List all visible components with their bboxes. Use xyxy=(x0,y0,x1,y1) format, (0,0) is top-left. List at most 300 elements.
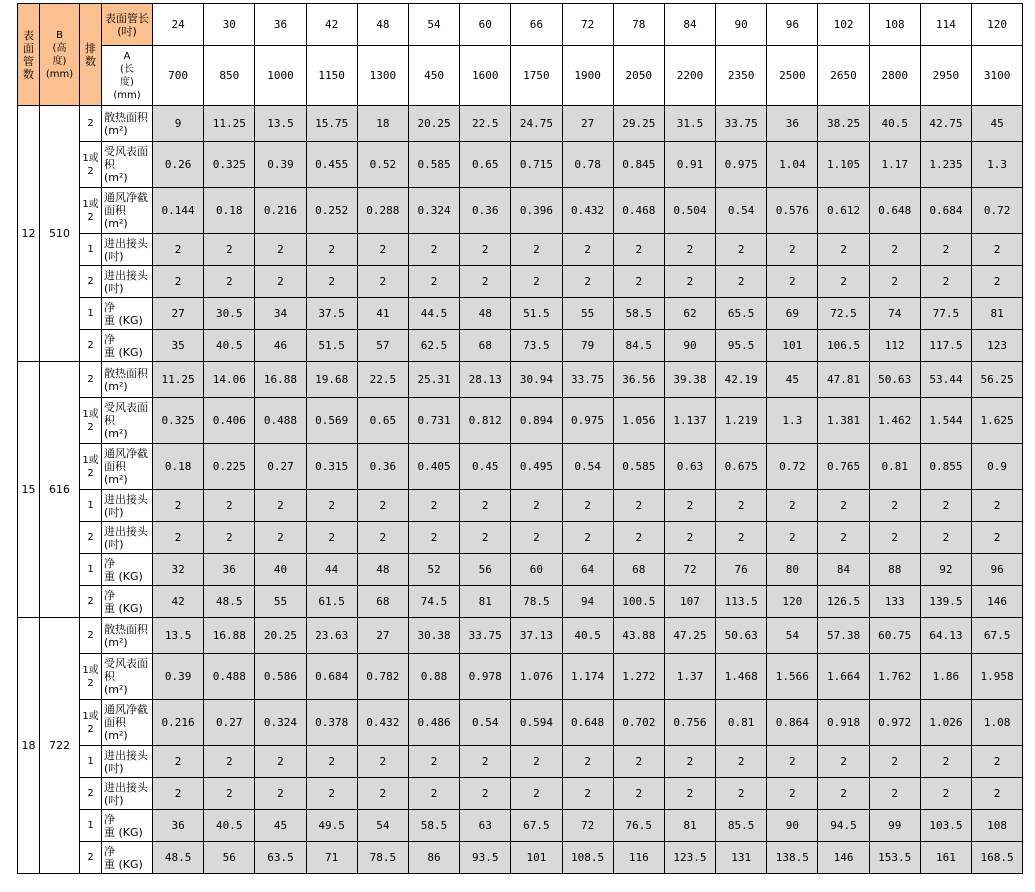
value-cell: 168.5 xyxy=(972,842,1023,874)
value-cell: 45 xyxy=(972,106,1023,142)
value-cell: 2 xyxy=(460,522,511,554)
value-cell: 77.5 xyxy=(920,298,971,330)
row-count: 1 xyxy=(80,298,102,330)
value-cell: 14.06 xyxy=(204,362,255,398)
value-cell: 146 xyxy=(818,842,869,874)
value-cell: 2 xyxy=(204,234,255,266)
value-cell: 0.216 xyxy=(255,188,306,234)
row-count: 1 xyxy=(80,554,102,586)
value-cell: 2 xyxy=(408,746,459,778)
table-row xyxy=(18,330,1023,362)
size-header: 24 xyxy=(153,4,204,46)
value-cell: 64.13 xyxy=(920,618,971,654)
value-cell: 0.88 xyxy=(408,654,459,700)
param-name: 散热面积 xyxy=(104,622,148,636)
value-cell: 2 xyxy=(920,266,971,298)
value-cell: 0.486 xyxy=(408,700,459,746)
value-cell: 2 xyxy=(153,234,204,266)
value-cell: 0.975 xyxy=(562,398,613,444)
value-cell: 2 xyxy=(613,522,664,554)
value-cell: 2 xyxy=(255,266,306,298)
length-header: 3100 xyxy=(972,46,1023,106)
value-cell: 2 xyxy=(357,522,408,554)
value-cell: 0.378 xyxy=(306,700,357,746)
value-cell: 116 xyxy=(613,842,664,874)
value-cell: 0.855 xyxy=(920,444,971,490)
value-cell: 2 xyxy=(204,490,255,522)
value-cell: 2 xyxy=(767,234,818,266)
param-unit: 重 (KG) xyxy=(104,825,143,839)
param-label xyxy=(102,618,153,654)
value-cell: 47.81 xyxy=(818,362,869,398)
value-cell: 56 xyxy=(460,554,511,586)
value-cell: 2 xyxy=(460,778,511,810)
value-cell: 2 xyxy=(664,778,715,810)
value-cell: 126.5 xyxy=(818,586,869,618)
value-cell: 2 xyxy=(255,522,306,554)
value-cell: 2 xyxy=(716,746,767,778)
value-cell: 123 xyxy=(972,330,1023,362)
param-unit: 重 (KG) xyxy=(104,345,143,359)
param-name: 散热面积 xyxy=(104,110,148,124)
value-cell: 35 xyxy=(153,330,204,362)
header-height: B (高 度) (mm) xyxy=(40,4,80,106)
value-cell: 2 xyxy=(357,234,408,266)
value-cell: 2 xyxy=(204,778,255,810)
value-cell: 2 xyxy=(460,746,511,778)
value-cell: 2 xyxy=(306,234,357,266)
value-cell: 2 xyxy=(972,490,1023,522)
value-cell: 92 xyxy=(920,554,971,586)
value-cell: 19.68 xyxy=(306,362,357,398)
value-cell: 0.715 xyxy=(511,142,562,188)
value-cell: 40.5 xyxy=(562,618,613,654)
param-name: 受风表面积 xyxy=(104,401,148,427)
value-cell: 0.594 xyxy=(511,700,562,746)
value-cell: 2 xyxy=(511,234,562,266)
value-cell: 13.5 xyxy=(153,618,204,654)
param-name: 进出接头 xyxy=(104,492,148,506)
value-cell: 65.5 xyxy=(716,298,767,330)
value-cell: 2 xyxy=(357,746,408,778)
value-cell: 133 xyxy=(869,586,920,618)
value-cell: 24.75 xyxy=(511,106,562,142)
value-cell: 27 xyxy=(562,106,613,142)
value-cell: 0.36 xyxy=(357,444,408,490)
value-cell: 76.5 xyxy=(613,810,664,842)
param-label xyxy=(102,842,153,874)
group-pipes: 15 xyxy=(18,362,40,618)
value-cell: 0.78 xyxy=(562,142,613,188)
value-cell: 1.056 xyxy=(613,398,664,444)
value-cell: 2 xyxy=(306,778,357,810)
size-header: 54 xyxy=(408,4,459,46)
value-cell: 48.5 xyxy=(153,842,204,874)
value-cell: 62.5 xyxy=(408,330,459,362)
value-cell: 2 xyxy=(869,266,920,298)
value-cell: 20.25 xyxy=(255,618,306,654)
value-cell: 0.812 xyxy=(460,398,511,444)
length-header: 1600 xyxy=(460,46,511,106)
value-cell: 56 xyxy=(204,842,255,874)
table-row xyxy=(18,746,1023,778)
value-cell: 120 xyxy=(767,586,818,618)
value-cell: 51.5 xyxy=(511,298,562,330)
value-cell: 2 xyxy=(460,234,511,266)
row-count: 1 xyxy=(80,234,102,266)
size-header: 30 xyxy=(204,4,255,46)
value-cell: 0.144 xyxy=(153,188,204,234)
value-cell: 0.612 xyxy=(818,188,869,234)
value-cell: 1.17 xyxy=(869,142,920,188)
value-cell: 106.5 xyxy=(818,330,869,362)
value-cell: 41 xyxy=(357,298,408,330)
row-count: 2 xyxy=(80,586,102,618)
value-cell: 1.272 xyxy=(613,654,664,700)
size-header: 60 xyxy=(460,4,511,46)
value-cell: 2 xyxy=(511,490,562,522)
value-cell: 45 xyxy=(767,362,818,398)
value-cell: 0.756 xyxy=(664,700,715,746)
value-cell: 81 xyxy=(664,810,715,842)
row-count: 1 xyxy=(80,746,102,778)
value-cell: 2 xyxy=(306,266,357,298)
value-cell: 2 xyxy=(613,778,664,810)
value-cell: 2 xyxy=(818,522,869,554)
value-cell: 1.381 xyxy=(818,398,869,444)
value-cell: 0.9 xyxy=(972,444,1023,490)
value-cell: 0.54 xyxy=(562,444,613,490)
value-cell: 36.56 xyxy=(613,362,664,398)
value-cell: 2 xyxy=(767,522,818,554)
value-cell: 1.664 xyxy=(818,654,869,700)
value-cell: 40.5 xyxy=(869,106,920,142)
value-cell: 84 xyxy=(818,554,869,586)
value-cell: 56.25 xyxy=(972,362,1023,398)
size-header: 36 xyxy=(255,4,306,46)
table-row xyxy=(18,188,1023,234)
spec-table xyxy=(17,3,1023,874)
length-header: 1750 xyxy=(511,46,562,106)
value-cell: 2 xyxy=(562,266,613,298)
value-cell: 139.5 xyxy=(920,586,971,618)
value-cell: 1.468 xyxy=(716,654,767,700)
value-cell: 0.432 xyxy=(357,700,408,746)
value-cell: 103.5 xyxy=(920,810,971,842)
param-name: 通风净截面积 xyxy=(104,191,148,217)
value-cell: 34 xyxy=(255,298,306,330)
group-pipes: 12 xyxy=(18,106,40,362)
param-unit: (吋) xyxy=(104,281,124,295)
value-cell: 1.625 xyxy=(972,398,1023,444)
value-cell: 2 xyxy=(613,490,664,522)
value-cell: 108 xyxy=(972,810,1023,842)
value-cell: 2 xyxy=(408,490,459,522)
value-cell: 0.648 xyxy=(869,188,920,234)
param-unit: (m²) xyxy=(104,379,128,393)
value-cell: 2 xyxy=(204,746,255,778)
value-cell: 96 xyxy=(972,554,1023,586)
size-header: 48 xyxy=(357,4,408,46)
param-unit: (吋) xyxy=(104,505,124,519)
value-cell: 85.5 xyxy=(716,810,767,842)
value-cell: 2 xyxy=(408,234,459,266)
param-unit: 重 (KG) xyxy=(104,601,143,615)
value-cell: 101 xyxy=(767,330,818,362)
param-name: 进出接头 xyxy=(104,268,148,282)
value-cell: 0.585 xyxy=(408,142,459,188)
value-cell: 90 xyxy=(767,810,818,842)
value-cell: 0.252 xyxy=(306,188,357,234)
group-height: 616 xyxy=(40,362,80,618)
param-name: 净 xyxy=(104,332,115,346)
value-cell: 2 xyxy=(255,778,306,810)
table-row xyxy=(18,522,1023,554)
size-header: 102 xyxy=(818,4,869,46)
value-cell: 1.026 xyxy=(920,700,971,746)
value-cell: 25.31 xyxy=(408,362,459,398)
param-label xyxy=(102,586,153,618)
length-header: 2200 xyxy=(664,46,715,106)
value-cell: 108.5 xyxy=(562,842,613,874)
value-cell: 0.918 xyxy=(818,700,869,746)
value-cell: 2 xyxy=(972,746,1023,778)
value-cell: 2 xyxy=(153,778,204,810)
value-cell: 2 xyxy=(357,490,408,522)
value-cell: 0.975 xyxy=(716,142,767,188)
value-cell: 27 xyxy=(153,298,204,330)
value-cell: 2 xyxy=(306,746,357,778)
row-count: 1 xyxy=(80,490,102,522)
size-header: 72 xyxy=(562,4,613,46)
value-cell: 2 xyxy=(972,778,1023,810)
value-cell: 2 xyxy=(716,490,767,522)
value-cell: 63.5 xyxy=(255,842,306,874)
value-cell: 63 xyxy=(460,810,511,842)
value-cell: 72.5 xyxy=(818,298,869,330)
param-name: 进出接头 xyxy=(104,748,148,762)
value-cell: 123.5 xyxy=(664,842,715,874)
table-row xyxy=(18,778,1023,810)
length-header: 850 xyxy=(204,46,255,106)
row-count: 2 xyxy=(80,362,102,398)
value-cell: 2 xyxy=(818,234,869,266)
value-cell: 2 xyxy=(511,746,562,778)
length-header: 2350 xyxy=(716,46,767,106)
value-cell: 43.88 xyxy=(613,618,664,654)
value-cell: 0.455 xyxy=(306,142,357,188)
value-cell: 1.076 xyxy=(511,654,562,700)
param-unit: 重 (KG) xyxy=(104,313,143,327)
value-cell: 0.468 xyxy=(613,188,664,234)
value-cell: 2 xyxy=(306,522,357,554)
value-cell: 9 xyxy=(153,106,204,142)
param-name: 通风净截面积 xyxy=(104,447,148,473)
length-header: 1150 xyxy=(306,46,357,106)
size-header: 66 xyxy=(511,4,562,46)
value-cell: 81 xyxy=(460,586,511,618)
value-cell: 2 xyxy=(818,490,869,522)
value-cell: 33.75 xyxy=(562,362,613,398)
param-label xyxy=(102,444,153,490)
value-cell: 2 xyxy=(920,490,971,522)
value-cell: 2 xyxy=(920,746,971,778)
value-cell: 0.702 xyxy=(613,700,664,746)
value-cell: 2 xyxy=(818,746,869,778)
row-count: 2 xyxy=(80,330,102,362)
param-name: 受风表面积 xyxy=(104,145,148,171)
value-cell: 0.45 xyxy=(460,444,511,490)
value-cell: 2 xyxy=(869,778,920,810)
value-cell: 47.25 xyxy=(664,618,715,654)
value-cell: 0.315 xyxy=(306,444,357,490)
value-cell: 2 xyxy=(664,234,715,266)
value-cell: 84.5 xyxy=(613,330,664,362)
value-cell: 76 xyxy=(716,554,767,586)
value-cell: 2 xyxy=(613,234,664,266)
value-cell: 2 xyxy=(664,490,715,522)
length-header: 2800 xyxy=(869,46,920,106)
header-row xyxy=(18,46,1023,106)
value-cell: 31.5 xyxy=(664,106,715,142)
param-unit: (m²) xyxy=(104,683,128,696)
value-cell: 101 xyxy=(511,842,562,874)
value-cell: 88 xyxy=(869,554,920,586)
value-cell: 107 xyxy=(664,586,715,618)
value-cell: 1.37 xyxy=(664,654,715,700)
value-cell: 1.08 xyxy=(972,700,1023,746)
table-row xyxy=(18,810,1023,842)
param-unit: (m²) xyxy=(104,635,128,649)
row-count: 1或2 xyxy=(80,654,102,700)
value-cell: 45 xyxy=(255,810,306,842)
value-cell: 0.63 xyxy=(664,444,715,490)
param-label xyxy=(102,398,153,444)
value-cell: 2 xyxy=(153,746,204,778)
value-cell: 44.5 xyxy=(408,298,459,330)
value-cell: 0.684 xyxy=(306,654,357,700)
value-cell: 80 xyxy=(767,554,818,586)
value-cell: 51.5 xyxy=(306,330,357,362)
param-unit: (m²) xyxy=(104,217,128,230)
value-cell: 30.38 xyxy=(408,618,459,654)
value-cell: 29.25 xyxy=(613,106,664,142)
value-cell: 161 xyxy=(920,842,971,874)
value-cell: 2 xyxy=(511,266,562,298)
value-cell: 27 xyxy=(357,618,408,654)
value-cell: 0.576 xyxy=(767,188,818,234)
param-label xyxy=(102,778,153,810)
value-cell: 22.5 xyxy=(357,362,408,398)
row-count: 2 xyxy=(80,778,102,810)
value-cell: 37.13 xyxy=(511,618,562,654)
size-header: 96 xyxy=(767,4,818,46)
value-cell: 0.406 xyxy=(204,398,255,444)
value-cell: 0.52 xyxy=(357,142,408,188)
value-cell: 2 xyxy=(408,778,459,810)
param-unit: (m²) xyxy=(104,171,128,184)
param-unit: (m²) xyxy=(104,473,128,486)
value-cell: 73.5 xyxy=(511,330,562,362)
value-cell: 46 xyxy=(255,330,306,362)
value-cell: 33.75 xyxy=(460,618,511,654)
value-cell: 0.325 xyxy=(153,398,204,444)
value-cell: 2 xyxy=(562,778,613,810)
value-cell: 0.325 xyxy=(204,142,255,188)
value-cell: 100.5 xyxy=(613,586,664,618)
value-cell: 78.5 xyxy=(357,842,408,874)
param-name: 通风净截面积 xyxy=(104,703,148,729)
length-header: 700 xyxy=(153,46,204,106)
table-row xyxy=(18,842,1023,874)
value-cell: 20.25 xyxy=(408,106,459,142)
value-cell: 2 xyxy=(920,234,971,266)
value-cell: 48 xyxy=(357,554,408,586)
value-cell: 2 xyxy=(716,266,767,298)
param-label xyxy=(102,746,153,778)
param-name: 净 xyxy=(104,812,115,826)
param-name: 受风表面积 xyxy=(104,657,148,683)
value-cell: 67.5 xyxy=(511,810,562,842)
value-cell: 60.75 xyxy=(869,618,920,654)
value-cell: 0.585 xyxy=(613,444,664,490)
value-cell: 138.5 xyxy=(767,842,818,874)
value-cell: 2 xyxy=(767,778,818,810)
value-cell: 0.675 xyxy=(716,444,767,490)
value-cell: 1.958 xyxy=(972,654,1023,700)
value-cell: 0.65 xyxy=(460,142,511,188)
param-label xyxy=(102,188,153,234)
value-cell: 42.75 xyxy=(920,106,971,142)
value-cell: 2 xyxy=(664,522,715,554)
value-cell: 48.5 xyxy=(204,586,255,618)
header-row xyxy=(18,4,1023,46)
row-count: 1或2 xyxy=(80,188,102,234)
group-height: 722 xyxy=(40,618,80,874)
length-header: 450 xyxy=(408,46,459,106)
value-cell: 2 xyxy=(255,746,306,778)
value-cell: 0.488 xyxy=(255,398,306,444)
value-cell: 2 xyxy=(920,522,971,554)
param-label xyxy=(102,330,153,362)
value-cell: 0.288 xyxy=(357,188,408,234)
value-cell: 16.88 xyxy=(255,362,306,398)
value-cell: 99 xyxy=(869,810,920,842)
param-label xyxy=(102,266,153,298)
value-cell: 0.72 xyxy=(972,188,1023,234)
value-cell: 30.5 xyxy=(204,298,255,330)
value-cell: 2 xyxy=(972,522,1023,554)
value-cell: 0.18 xyxy=(153,444,204,490)
param-name: 净 xyxy=(104,588,115,602)
param-name: 净 xyxy=(104,844,115,858)
value-cell: 0.972 xyxy=(869,700,920,746)
table-row xyxy=(18,234,1023,266)
value-cell: 58.5 xyxy=(408,810,459,842)
value-cell: 1.544 xyxy=(920,398,971,444)
param-label xyxy=(102,106,153,142)
value-cell: 0.731 xyxy=(408,398,459,444)
table-row xyxy=(18,444,1023,490)
table-row xyxy=(18,298,1023,330)
value-cell: 2 xyxy=(511,522,562,554)
table-row xyxy=(18,106,1023,142)
value-cell: 0.978 xyxy=(460,654,511,700)
value-cell: 94 xyxy=(562,586,613,618)
param-label xyxy=(102,810,153,842)
value-cell: 13.5 xyxy=(255,106,306,142)
value-cell: 2 xyxy=(153,490,204,522)
